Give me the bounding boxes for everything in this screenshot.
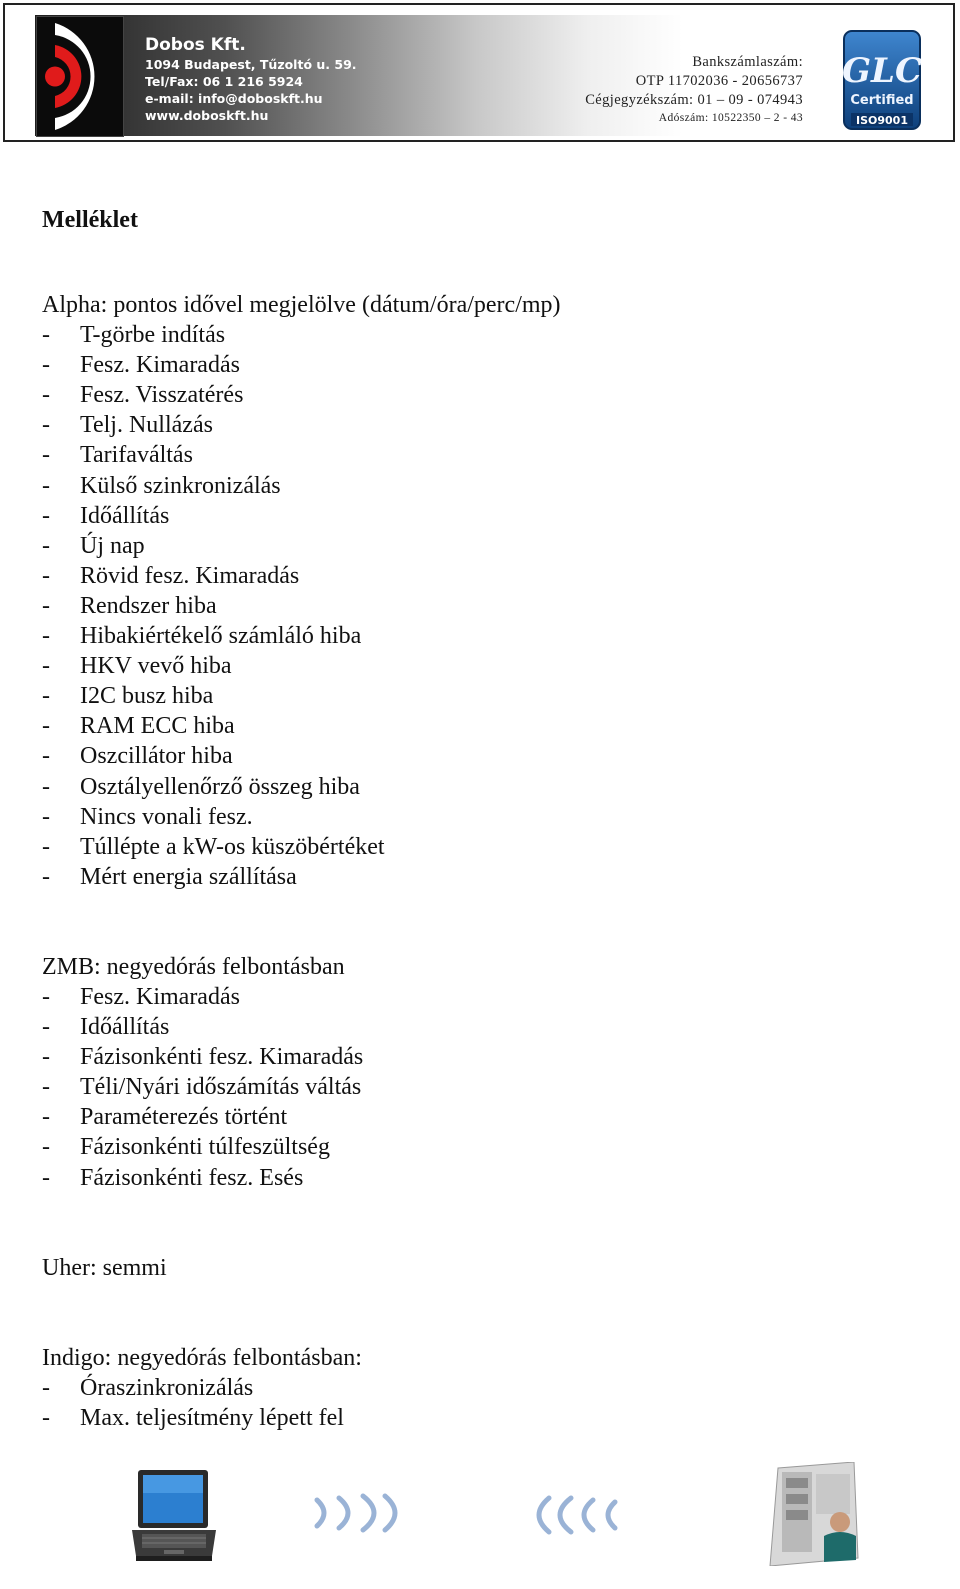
list-item: - Hibakiértékelő számláló hiba <box>42 623 362 650</box>
list-item: - Óraszinkronizálás <box>42 1374 254 1401</box>
bank-label: Bankszámlaszám: <box>692 54 803 70</box>
list-item: - Időállítás <box>42 1014 170 1041</box>
section-zmb <box>42 952 922 1193</box>
event-list <box>42 320 922 892</box>
section-heading: Uher: semmi <box>42 1254 167 1281</box>
list-item: - Nincs vonali fesz. <box>42 803 253 830</box>
registry-number: Cégjegyzékszám: 01 – 09 - 074943 <box>585 92 803 108</box>
technician-photo-icon <box>768 1462 860 1571</box>
laptop-icon <box>130 1468 218 1569</box>
list-item: - Fázisonkénti fesz. Kimaradás <box>42 1044 364 1071</box>
section-heading: ZMB: negyedórás felbontásban <box>42 953 345 980</box>
iso-text: ISO9001 <box>856 114 908 127</box>
signal-waves-left-icon <box>525 1494 625 1541</box>
list-item: - RAM ECC hiba <box>42 713 235 740</box>
section-heading: Indigo: negyedórás felbontásban: <box>42 1344 362 1371</box>
dobos-logo-icon <box>36 16 124 137</box>
list-item: - Fázisonkénti fesz. Esés <box>42 1164 304 1191</box>
document-title: Melléklet <box>42 207 138 233</box>
list-item: - Mért energia szállítása <box>42 863 297 890</box>
section-indigo <box>42 1343 922 1433</box>
company-email: e-mail: info@doboskft.hu <box>145 91 323 106</box>
list-item: - Fesz. Kimaradás <box>42 352 240 379</box>
company-name: Dobos Kft. <box>145 35 246 55</box>
list-item: - Időállítás <box>42 502 170 529</box>
tax-number: Adószám: 10522350 – 2 - 43 <box>658 112 803 124</box>
list-item: - Külső szinkronizálás <box>42 472 281 499</box>
letterhead <box>3 3 955 142</box>
company-address: 1094 Budapest, Tűzoltó u. 59. <box>145 57 357 72</box>
list-item: - I2C busz hiba <box>42 683 214 710</box>
list-item: - Rövid fesz. Kimaradás <box>42 562 300 589</box>
certified-text: Certified <box>850 93 914 108</box>
company-info <box>145 34 357 124</box>
list-item: - Oszcillátor hiba <box>42 743 233 770</box>
signal-waves-right-icon <box>305 1492 405 1539</box>
bank-info <box>585 53 803 127</box>
section-alpha <box>42 290 922 892</box>
list-item: - Paraméterezés történt <box>42 1104 288 1131</box>
list-item: - Fázisonkénti túlfeszültség <box>42 1134 330 1161</box>
document-body <box>42 200 922 1433</box>
section-heading: Alpha: pontos idővel megjelölve (dátum/óra/perc/mp) <box>42 292 561 318</box>
glc-text: GLC <box>843 51 921 91</box>
list-item: - Túllépte a kW-os küszöbértéket <box>42 833 385 860</box>
list-item: - Max. teljesítmény lépett fel <box>42 1404 344 1431</box>
list-item: - T-görbe indítás <box>42 322 226 349</box>
list-item: - Fesz. Kimaradás <box>42 983 240 1010</box>
company-website: www.doboskft.hu <box>145 108 269 123</box>
list-item: - HKV vevő hiba <box>42 653 232 680</box>
bank-account: OTP 11702036 - 20656737 <box>635 73 803 89</box>
company-telfax: Tel/Fax: 06 1 216 5924 <box>145 74 303 89</box>
list-item: - Új nap <box>42 532 145 559</box>
list-item: - Rendszer hiba <box>42 592 217 619</box>
list-item: - Telj. Nullázás <box>42 412 213 439</box>
event-list <box>42 982 922 1193</box>
event-list <box>42 1373 922 1433</box>
section-uher <box>42 1253 922 1283</box>
list-item: - Téli/Nyári időszámítás váltás <box>42 1074 362 1101</box>
list-item: - Tarifaváltás <box>42 442 193 469</box>
glc-certified-badge <box>843 30 921 130</box>
list-item: - Osztályellenőrző összeg hiba <box>42 773 360 800</box>
list-item: - Fesz. Visszatérés <box>42 382 244 409</box>
